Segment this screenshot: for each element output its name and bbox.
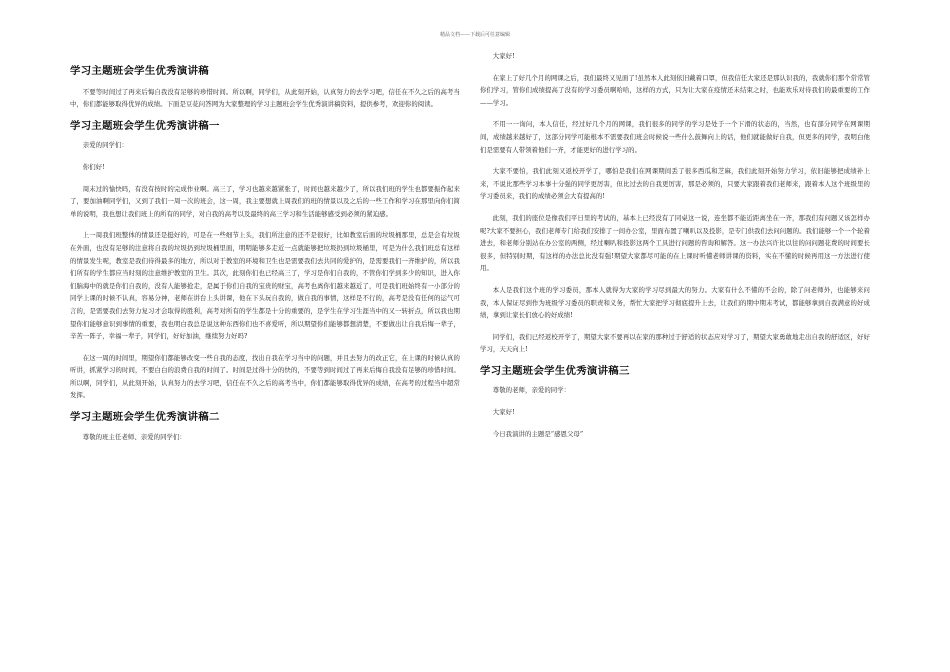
- section2-heading: 学习主题班会学生优秀演讲稿二: [70, 411, 220, 424]
- section2-greeting: 尊敬的班主任老师、亲爱的同学们：: [82, 432, 186, 441]
- intro-paragraph: 不要等时间过了再来后悔自我没有足够的珍惜时间。所以啊，同学们，从此刻开始，认真努力的去学习吧，信任在不久之后的高考当中，你们都能够取得优异的成绩。下面是豆花问答网为大家整理的学习主题班会学生优秀演讲稿资料，提供参考，欢迎你的阅读。: [70, 87, 460, 109]
- section1-paragraph-3: 在这一周的时间里，期望你们都能够改变一些自我的态度，找出自我在学习当中的问题，并且去努力的改正它，在上课的时候认真的听讲，抓紧学习的时间，不要白白的浪费自我的时间了。时间是过得十分的快的，不要等到时间过了再来后悔自我没有足够的珍惜时间。所以啊，同学们，从此刻开始，认真努力的去学习吧，信任在不久之后的高考当中，你们都能够取得优异的成绩，在高考的过程当中超常发挥。: [70, 353, 460, 400]
- right-column: [480, 50, 870, 449]
- section1-hello: 你们好!: [82, 162, 105, 171]
- section2-paragraph-2: 不用一一询问，本人信任，经过好几个月的网课，我们很多的同学的学习是处于一个下滑的状态的，当然，也有部分同学在网课期间，成绩越来越好了，这部分同学可能根本不需要我们班会时候说一些什么鼓舞向上的话，他们就能做好自我，但更多的同学，我明白他们是需要有人带领着他们一齐，才能更好的进行学习的。: [480, 120, 870, 154]
- section1-greeting: 亲爱的同学们：: [82, 141, 128, 150]
- section3-heading: 学习主题班会学生优秀演讲稿三: [480, 364, 630, 377]
- section3-hello: 大家好!: [492, 408, 515, 417]
- header-note: 精品文档——下载后可任意编辑: [439, 32, 510, 38]
- section3-greeting: 尊敬的老师，亲爱的同学：: [492, 386, 571, 395]
- section2-paragraph-3: 大家不要怕，我们此刻又返校开学了，哪怕是我们在网课期间丢了很多西瓜和芝麻，我们此刻开始努力学习，依旧能够把成绩补上来，不说比那些学习本事十分强的同学更厉害，但比过去的自我更厉害，那是必须的，只要大家跟着我们老师来，跟着本人这个班级里的学习委员来，我们的成绩必须会大有提高的!: [480, 167, 870, 201]
- section1-paragraph-1: 周末过的愉快吗，有没有按时的完成作业啊。高三了，学习也越来越紧张了，时间也越来越少了，所以我们班的学生也都要振作起来了，要加油啊同学们，又到了我们一周一次的班会，这一周，我主要想就上周我们的班的情景以及之后的一些工作和学习在那里向你们简单的说明，我也想让我们班上的所有的同学，对自我的高考以及最终的高三学习和生活能够感受到必须的紧迫感。: [70, 184, 460, 218]
- section1-heading: 学习主题班会学生优秀演讲稿一: [70, 119, 220, 132]
- document-title: 学习主题班会学生优秀演讲稿: [70, 65, 209, 77]
- section2-hello: 大家好!: [492, 52, 515, 60]
- section2-paragraph-1: 在家上了好几个月的网课之后，我们最终又见面了!虽然本人此刻依旧戴着口罩，但我信任大家还是那认识我的，我就你们那个常常管你们学习，管你们成绩提高了没有的学习委员啊哈哈，这样的方式，只为让大家在疫情还未结束之时，也能欢乐对待我们的最重要的工作——学习。: [480, 73, 870, 107]
- section2-paragraph-6: 同学们，我们已经返校开学了，期望大家不要再以在家的那种过于舒适的状态应对学习了，期望大家勇敢地走出自我的舒适区，好好学习，天天向上!: [480, 332, 870, 354]
- section2-paragraph-5: 本人是我们这个班的学习委员，那本人就得为大家的学习尽到最大的努力。大家有什么不懂的不会的，除了问老师外，也能够来问我，本人保证尽到作为班级学习委员的职责和义务，帮忙大家把学习彻底提升上去，让我们的期中期末考试，都能够拿到自我满意的好成绩，拿到让家长们放心的好成绩!: [480, 285, 870, 320]
- left-column: [70, 50, 460, 452]
- section1-paragraph-2: 上一周我们班整体的情景还是挺好的，可是在一些细节上头，我们所注意的还不是很好，比如教室后面的垃圾桶那里，总是会有垃圾在外面，也没有足够的注意将自我的垃圾扔到垃圾桶里面，明明能够多走近一点就能够把垃圾扔到垃圾桶里，可是为什么我们班总有这样的情景发生呢，教室是我们待得最多的地方，所以对于教室的环境和卫生也是需要我们去共同的爱护的，是需要我们一齐维护的，所以我们所有的学生都应当时刻的注意维护教室的卫生。其次，此刻你们也已经高三了，学习是你们自我的，不管你们学到多少的知识，进入你们脑海中的就是你们自我的，没有人能够抢走，是属于你们自我的宝贵的财宝，高考也离你们越来越近了，可是我们班始终有一小部分的同学上课的时候不认真，容易分神，老师在讲台上头讲课，他在下头玩自我的，做自我的事情，这样是不行的，高考是没有任何的运气可言的，是需要我们去努力复习才会取得的胜利，高考对所有的学生都是十分的重要的，是学生在学习生涯当中的又一转折点，所以我也期望你们能够意识到事情的重要，我也明白我总是说这种东西你们也不喜爱听，所以期望你们能够都想清楚，不要做出让自我后悔一辈子，辛苦一阵子，幸福一辈子，同学们，好好加油，继续努力好吗?: [70, 231, 460, 341]
- section3-paragraph-1: 今日我演讲的主题是“感恩父母”: [492, 429, 584, 438]
- section2-paragraph-4: 此刻，我们的座位是像我们平日里的考试的，基本上已经没有了同桌这一说，连坐都不能近距离坐在一齐，那我们有问题又该怎样办呢?大家不要担心，我们老师专门给我们安排了一间办公室，里面布置了喇叭以及投影，是专门供我们去问问题的。我们能够一个一个轮着进去，和老师分别站在办公室的两侧，经过喇叭和投影这两个工具进行问题的咨询和解答。这一办法兴许比以往的问问题花费的时间要长很多，但特别时期，有这样的办法总比没有强!期望大家都尽可能的在上课时听懂老师讲课的资料，实在不懂的时候再用这一方法进行使用。: [480, 213, 870, 273]
